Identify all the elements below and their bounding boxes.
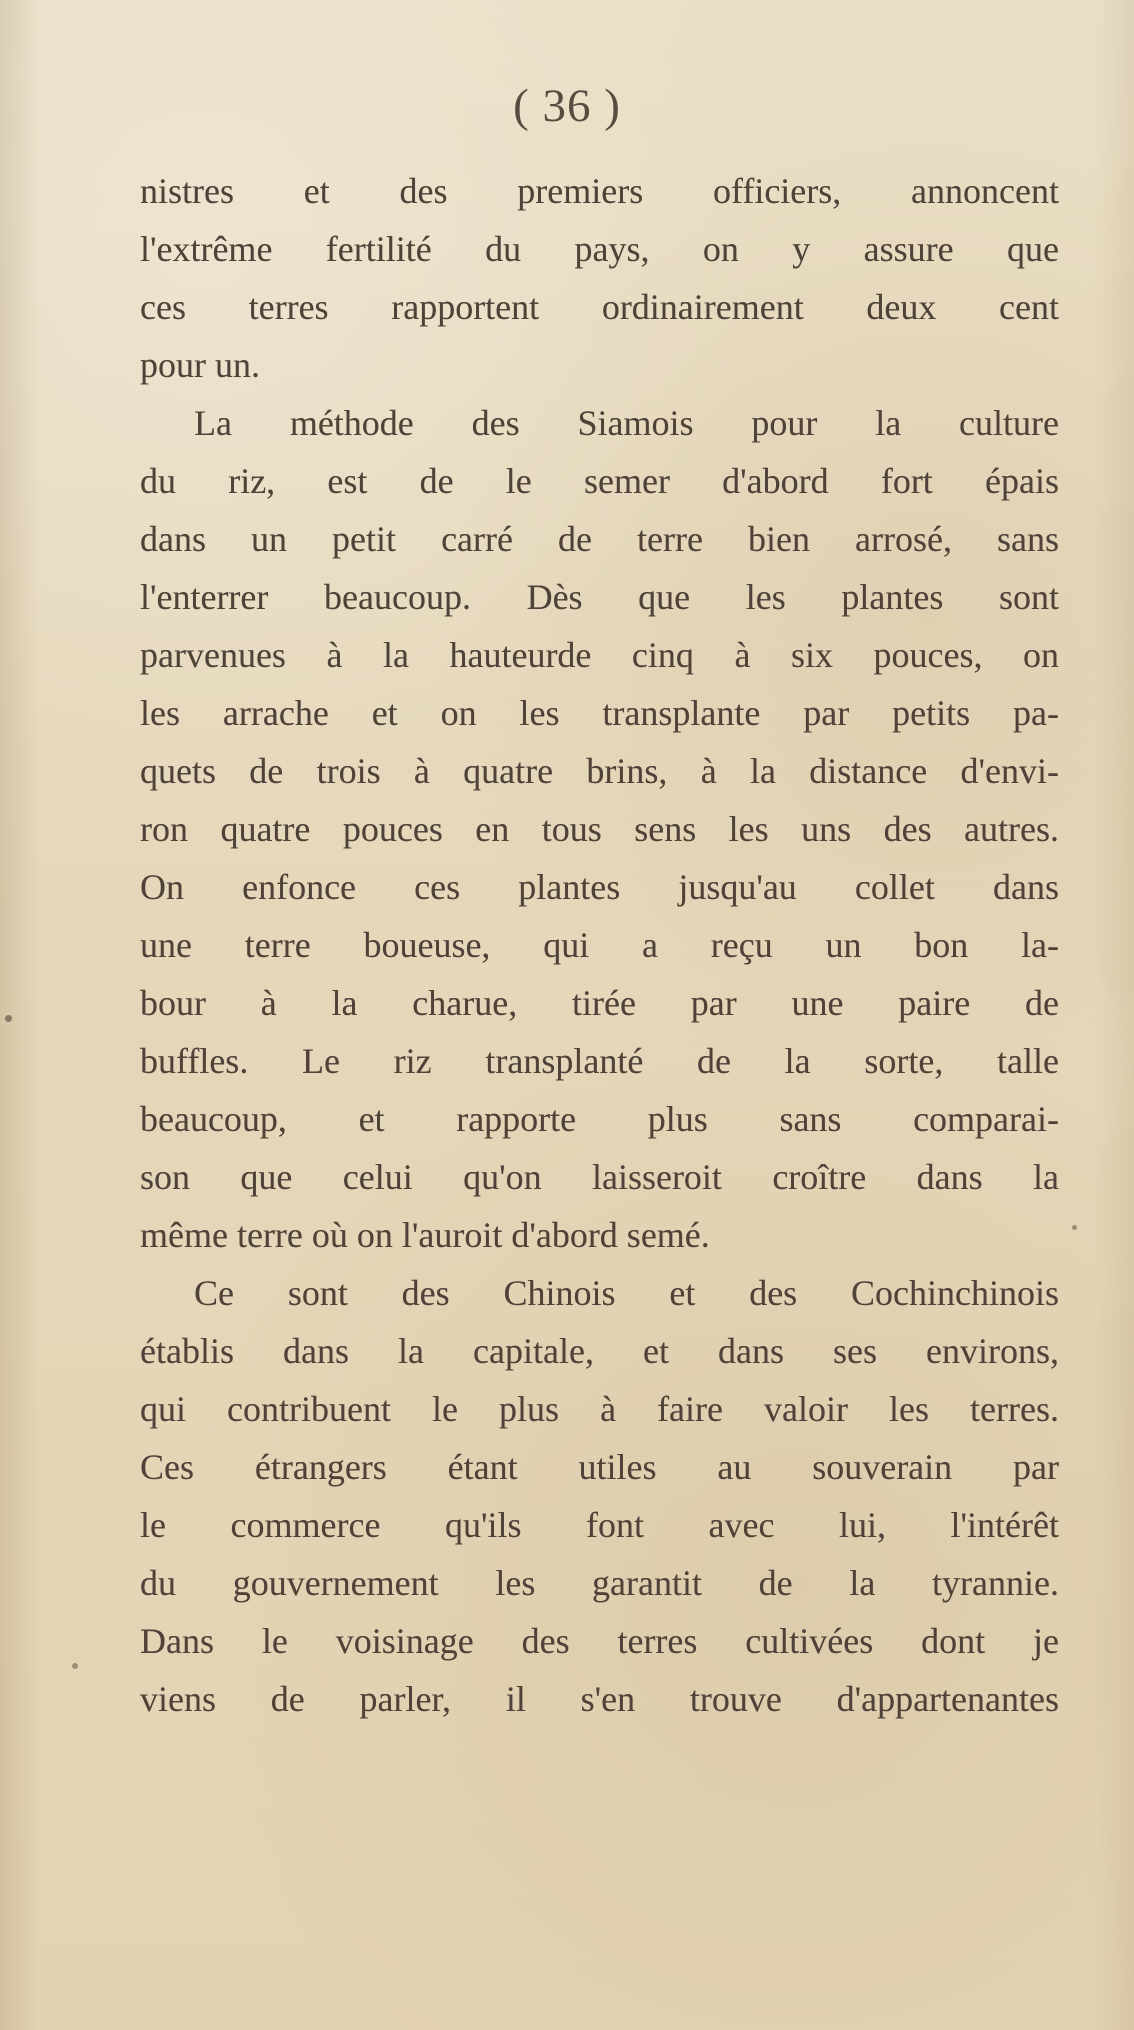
- text-line: qui contribuent le plus à faire valoir les terres.: [140, 1389, 1059, 1429]
- text-line: La méthode des Siamois pour la culture: [194, 403, 1059, 443]
- text-line: le commerce qu'ils font avec lui, l'intérêt: [140, 1505, 1059, 1545]
- text-line: beaucoup, et rapporte plus sans comparai-: [140, 1099, 1059, 1139]
- ink-speck: [72, 1663, 78, 1669]
- text-line: Dans le voisinage des terres cultivées dont je: [140, 1621, 1059, 1661]
- text-line: parvenues à la hauteurde cinq à six pouces, on: [140, 635, 1059, 675]
- ink-speck: [1072, 1225, 1077, 1230]
- text-line: pour un.: [140, 345, 260, 385]
- page-number: ( 36 ): [513, 80, 621, 132]
- body-text: [140, 162, 1059, 1728]
- text-line: viens de parler, il s'en trouve d'appartenantes: [140, 1679, 1059, 1719]
- text-line: quets de trois à quatre brins, à la distance d'envi-: [140, 751, 1059, 791]
- text-line: ron quatre pouces en tous sens les uns des autres.: [140, 809, 1059, 849]
- text-line: Ce sont des Chinois et des Cochinchinois: [194, 1273, 1059, 1313]
- text-line: Ces étrangers étant utiles au souverain par: [140, 1447, 1059, 1487]
- ink-speck: [5, 1015, 12, 1022]
- text-line: une terre boueuse, qui a reçu un bon la-: [140, 925, 1059, 965]
- text-line: même terre où on l'auroit d'abord semé.: [140, 1215, 710, 1255]
- text-line: On enfonce ces plantes jusqu'au collet dans: [140, 867, 1059, 907]
- text-line: buffles. Le riz transplanté de la sorte, talle: [140, 1041, 1059, 1081]
- text-line: du gouvernement les garantit de la tyrannie.: [140, 1563, 1059, 1603]
- text-line: l'extrême fertilité du pays, on y assure que: [140, 229, 1059, 269]
- text-line: son que celui qu'on laisseroit croître dans la: [140, 1157, 1059, 1197]
- text-line: les arrache et on les transplante par petits pa-: [140, 693, 1059, 733]
- text-line: l'enterrer beaucoup. Dès que les plantes sont: [140, 577, 1059, 617]
- text-line: dans un petit carré de terre bien arrosé, sans: [140, 519, 1059, 559]
- right-page-shadow: [1094, 0, 1134, 2030]
- text-line: établis dans la capitale, et dans ses environs,: [140, 1331, 1059, 1371]
- text-line: ces terres rapportent ordinairement deux cent: [140, 287, 1059, 327]
- text-line: du riz, est de le semer d'abord fort épais: [140, 461, 1059, 501]
- text-line: nistres et des premiers officiers, annoncent: [140, 171, 1059, 211]
- text-line: bour à la charue, tirée par une paire de: [140, 983, 1059, 1023]
- left-page-shadow: [0, 0, 40, 2030]
